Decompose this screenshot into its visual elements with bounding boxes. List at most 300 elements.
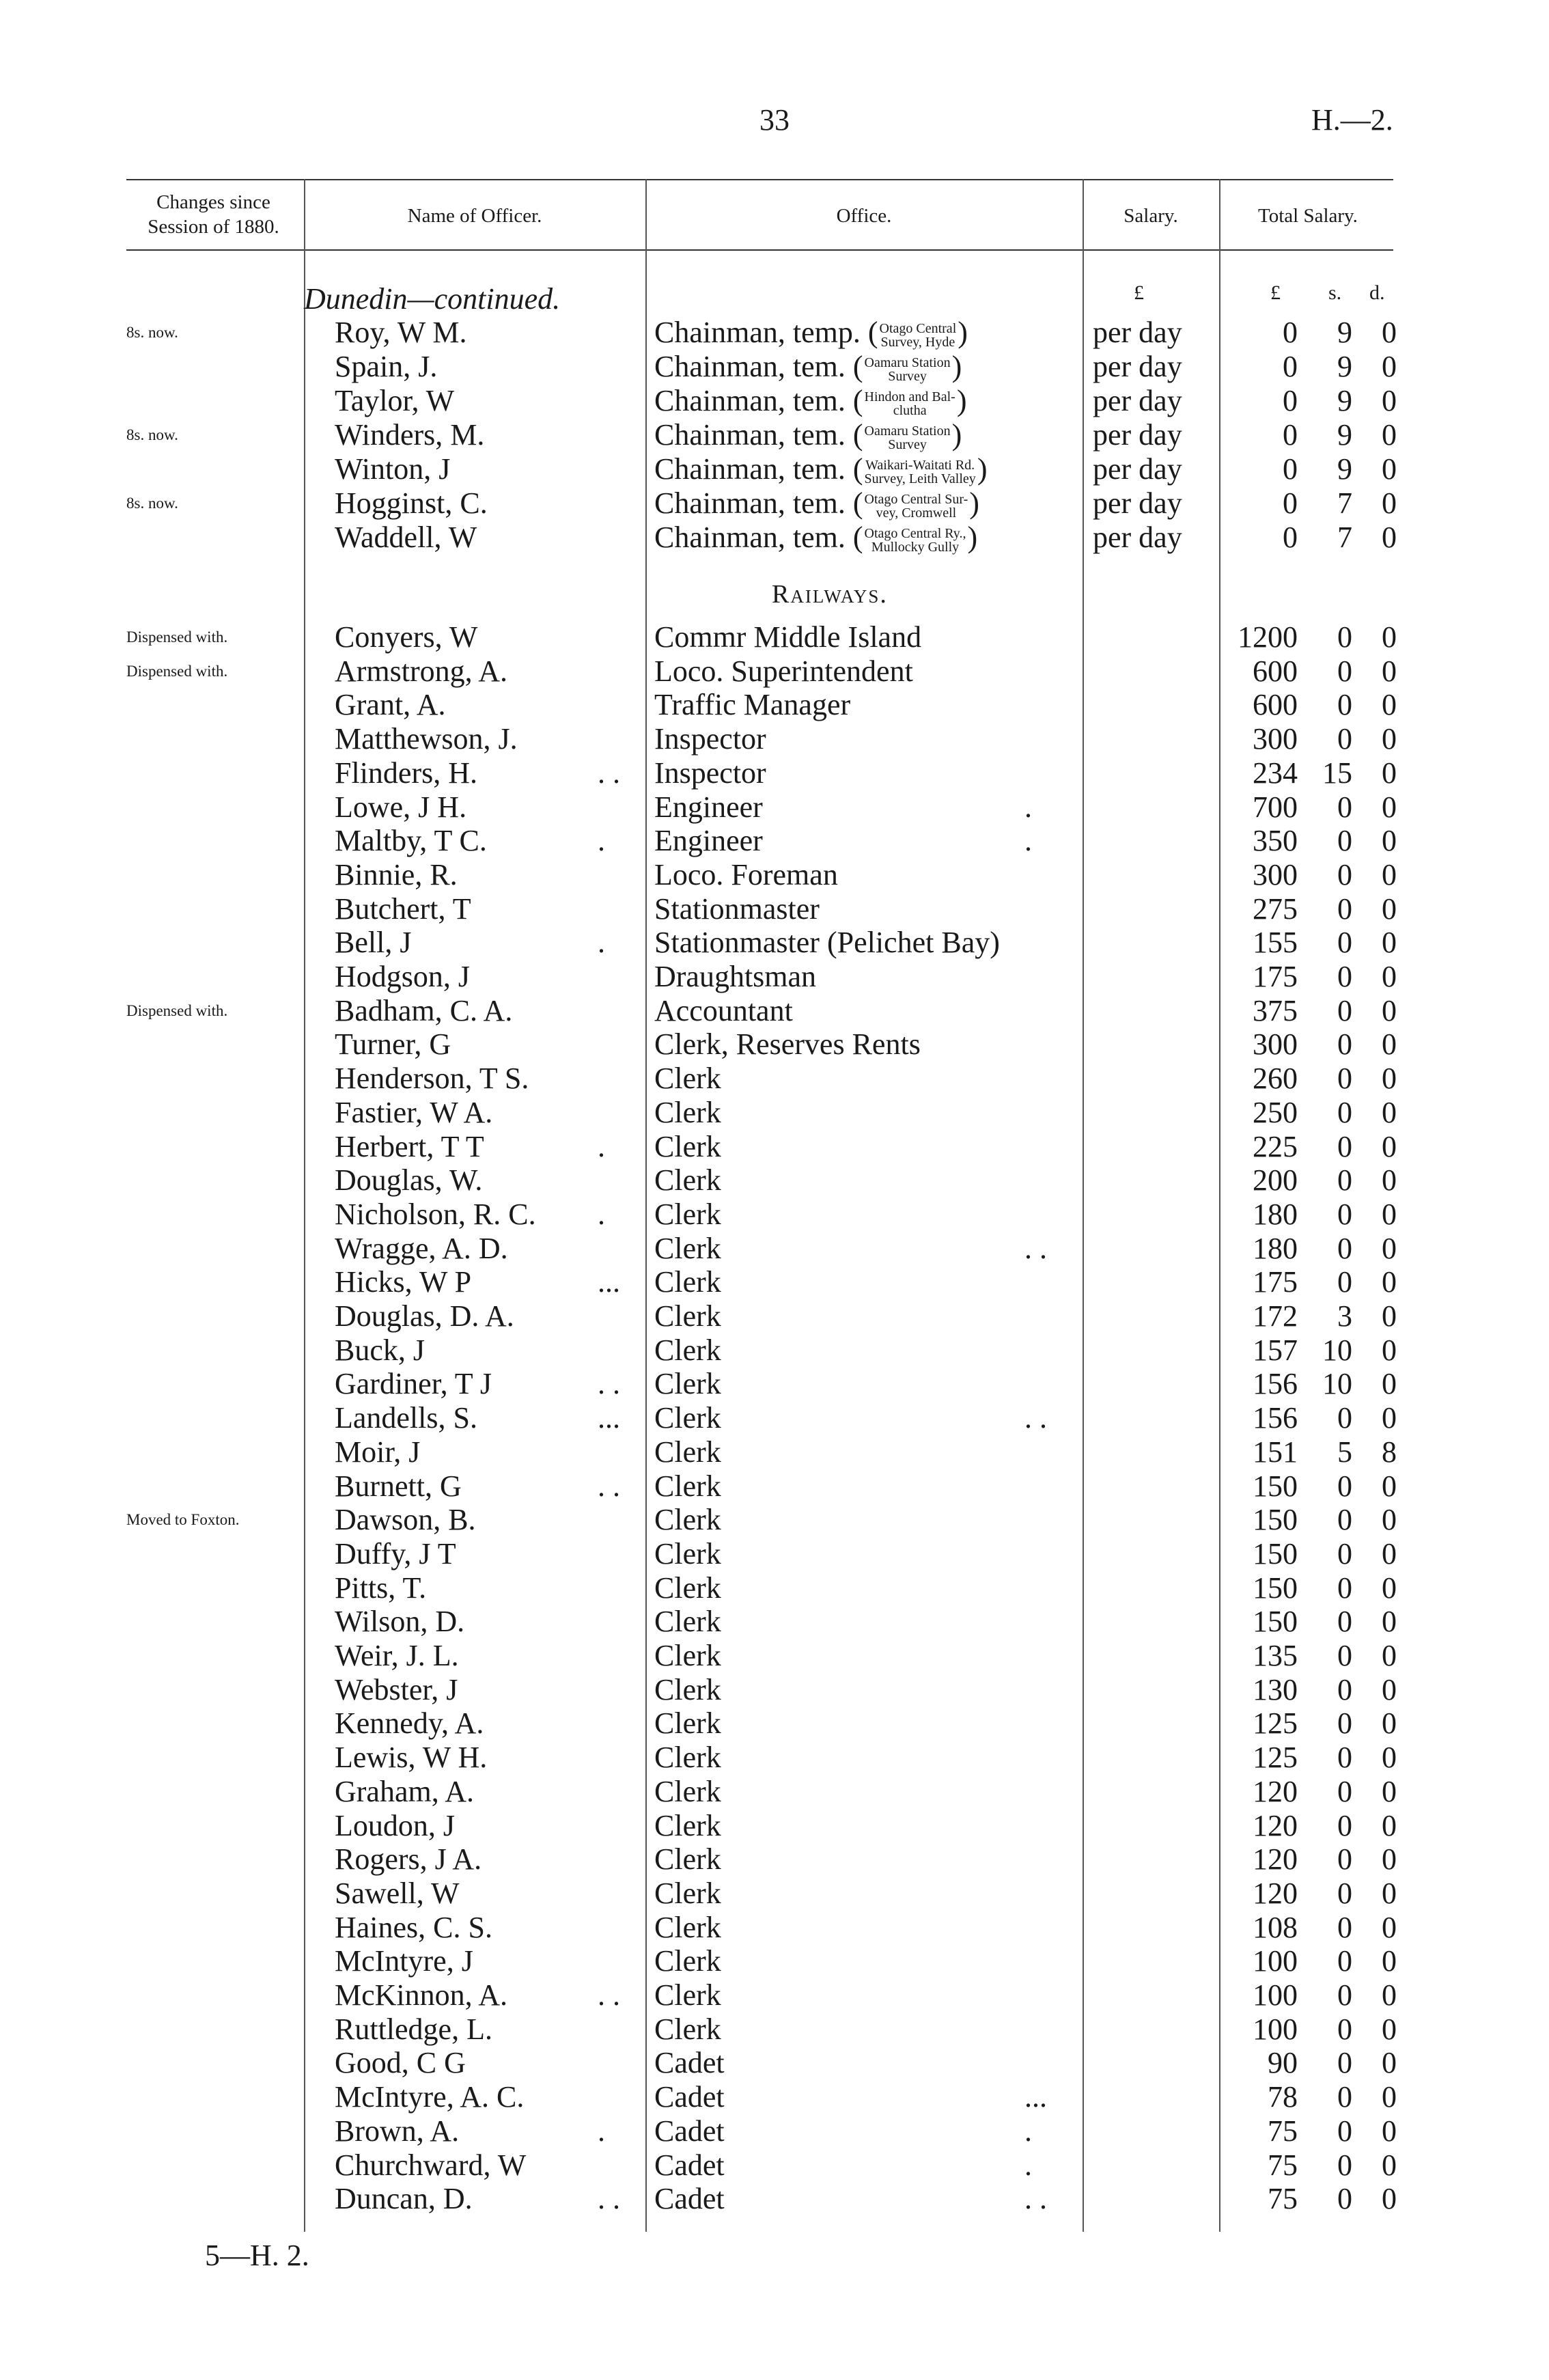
total-pounds: 150 bbox=[1253, 1469, 1298, 1503]
officer-name: Buck, J bbox=[335, 1333, 425, 1367]
total-pence: 0 bbox=[1382, 1129, 1397, 1163]
office-title: Clerk bbox=[654, 1265, 721, 1299]
leader-dots: . bbox=[598, 1129, 605, 1163]
total-pence: 0 bbox=[1382, 926, 1397, 960]
officer-name: Lowe, J H. bbox=[335, 790, 467, 824]
total-pounds: 1200 bbox=[1238, 620, 1298, 654]
total-pounds: 100 bbox=[1253, 1944, 1298, 1978]
office-label: Chainman, tem. bbox=[654, 418, 846, 452]
office-note bbox=[865, 356, 951, 383]
officer-name: Winton, J bbox=[335, 452, 451, 486]
section-railways-title: Railways. bbox=[772, 580, 888, 609]
total-pounds: 100 bbox=[1253, 1978, 1298, 2012]
total-shillings: 0 bbox=[1337, 2080, 1352, 2114]
total-pounds: 234 bbox=[1253, 756, 1298, 790]
leader-dots: . . bbox=[1024, 1401, 1047, 1435]
header-total: Total Salary. bbox=[1258, 205, 1358, 227]
total-pence: 0 bbox=[1382, 1231, 1397, 1265]
paren-close: ) bbox=[956, 384, 967, 417]
change-note: 8s. now. bbox=[126, 324, 178, 341]
railway-row bbox=[0, 2012, 1549, 2047]
total-pence: 0 bbox=[1382, 384, 1397, 417]
officer-name: Grant, A. bbox=[335, 688, 446, 722]
office-note-line2: vey, Cromwell bbox=[876, 505, 957, 521]
officer-name: Flinders, H. bbox=[335, 756, 477, 790]
office-title: Clerk bbox=[654, 1367, 721, 1401]
office-label: Chainman, tem. bbox=[654, 384, 846, 417]
total-shillings: 0 bbox=[1337, 1876, 1352, 1910]
officer-name: Loudon, J bbox=[335, 1808, 455, 1842]
paren-close: ) bbox=[969, 486, 979, 520]
total-shillings: 7 bbox=[1337, 486, 1352, 520]
railway-row bbox=[0, 1401, 1549, 1435]
total-pence: 0 bbox=[1382, 722, 1397, 756]
office-title: Clerk bbox=[654, 1978, 721, 2012]
salary-rate: per day bbox=[1093, 384, 1182, 417]
total-shillings: 0 bbox=[1337, 2114, 1352, 2148]
total-shillings: 0 bbox=[1337, 1401, 1352, 1435]
office-note bbox=[865, 390, 955, 417]
total-shillings: 0 bbox=[1337, 1808, 1352, 1842]
total-shillings: 0 bbox=[1337, 620, 1352, 654]
total-shillings: 0 bbox=[1337, 1469, 1352, 1503]
officer-name: Churchward, W bbox=[335, 2148, 527, 2182]
office-title: Accountant bbox=[654, 993, 793, 1027]
total-pounds: 150 bbox=[1253, 1605, 1298, 1639]
office-title: Commr Middle Island bbox=[654, 620, 922, 654]
officer-name: Haines, C. S. bbox=[335, 1910, 492, 1944]
office-title bbox=[654, 486, 979, 521]
officer-name: Weir, J. L. bbox=[335, 1639, 459, 1672]
total-pence: 0 bbox=[1382, 1978, 1397, 2012]
railway-row bbox=[0, 1469, 1549, 1504]
total-pence: 0 bbox=[1382, 993, 1397, 1027]
officer-name: Henderson, T S. bbox=[335, 1062, 529, 1096]
office-title: Clerk bbox=[654, 1639, 721, 1672]
total-pounds: 75 bbox=[1268, 2182, 1298, 2216]
railway-row bbox=[0, 688, 1549, 722]
leader-dots: ... bbox=[1024, 2080, 1047, 2114]
office-title: Loco. Superintendent bbox=[654, 654, 913, 688]
total-pence: 0 bbox=[1382, 521, 1397, 554]
railway-row bbox=[0, 1232, 1549, 1266]
page-number: 33 bbox=[759, 103, 790, 137]
office-title: Clerk, Reserves Rents bbox=[654, 1027, 921, 1062]
total-pounds: 0 bbox=[1283, 486, 1298, 520]
total-pounds: 108 bbox=[1253, 1910, 1298, 1944]
office-title: Clerk bbox=[654, 1672, 721, 1706]
leader-dots: . . bbox=[598, 756, 620, 790]
office-note-line1: Oamaru Station bbox=[864, 423, 951, 439]
total-shillings: 0 bbox=[1337, 1503, 1352, 1537]
total-shillings: 0 bbox=[1337, 1095, 1352, 1129]
office-title: Cadet bbox=[654, 2114, 725, 2148]
office-title: Clerk bbox=[654, 1231, 721, 1265]
railway-row bbox=[0, 1096, 1549, 1130]
office-title: Clerk bbox=[654, 1401, 721, 1435]
officer-name: Badham, C. A. bbox=[335, 993, 513, 1027]
salary-rate: per day bbox=[1093, 452, 1182, 486]
office-label: Chainman, tem. bbox=[654, 521, 846, 554]
paren-close: ) bbox=[967, 521, 978, 554]
officer-name: Webster, J bbox=[335, 1672, 458, 1706]
total-pence: 0 bbox=[1382, 1469, 1397, 1503]
header-name: Name of Officer. bbox=[407, 205, 542, 227]
chainman-row bbox=[0, 384, 1549, 418]
total-pence: 0 bbox=[1382, 452, 1397, 486]
leader-dots: . bbox=[1024, 2114, 1032, 2148]
officer-name: McIntyre, J bbox=[335, 1944, 473, 1978]
paren-close: ) bbox=[977, 452, 988, 486]
total-shillings: 0 bbox=[1337, 1062, 1352, 1096]
officer-name: Taylor, W bbox=[335, 384, 455, 417]
officer-name: Turner, G bbox=[335, 1027, 451, 1062]
unit-pence: d. bbox=[1369, 281, 1385, 304]
office-title: Clerk bbox=[654, 1163, 721, 1198]
railway-row bbox=[0, 1198, 1549, 1232]
leader-dots: . bbox=[598, 1197, 605, 1231]
office-title: Clerk bbox=[654, 1469, 721, 1503]
total-pence: 0 bbox=[1382, 1842, 1397, 1877]
total-shillings: 0 bbox=[1337, 654, 1352, 688]
office-title: Clerk bbox=[654, 1706, 721, 1741]
total-pounds: 172 bbox=[1253, 1299, 1298, 1333]
total-pence: 0 bbox=[1382, 418, 1397, 452]
total-pence: 0 bbox=[1382, 1503, 1397, 1537]
total-pounds: 130 bbox=[1253, 1672, 1298, 1706]
railway-row bbox=[0, 1639, 1549, 1673]
total-shillings: 0 bbox=[1337, 1978, 1352, 2012]
office-title: Cadet bbox=[654, 2148, 725, 2182]
total-pounds: 600 bbox=[1253, 688, 1298, 722]
officer-name: Brown, A. bbox=[335, 2114, 460, 2148]
officer-name: Waddell, W bbox=[335, 521, 477, 554]
total-pounds: 150 bbox=[1253, 1503, 1298, 1537]
office-note bbox=[865, 527, 966, 554]
office-label: Chainman, tem. bbox=[654, 452, 846, 486]
leader-dots: . . bbox=[1024, 1231, 1047, 1265]
paren-close: ) bbox=[951, 350, 962, 383]
total-pence: 0 bbox=[1382, 891, 1397, 926]
header-bottom-rule bbox=[126, 249, 1393, 251]
railway-row bbox=[0, 1911, 1549, 1945]
leader-dots: . bbox=[1024, 790, 1032, 824]
office-title bbox=[654, 418, 962, 452]
total-pence: 0 bbox=[1382, 2148, 1397, 2182]
total-pounds: 120 bbox=[1253, 1842, 1298, 1877]
officer-name: Gardiner, T J bbox=[335, 1367, 492, 1401]
railway-row bbox=[0, 2114, 1549, 2148]
office-title: Inspector bbox=[654, 722, 766, 756]
railway-row bbox=[0, 1775, 1549, 1809]
total-shillings: 0 bbox=[1337, 1163, 1352, 1198]
office-label: Chainman, temp. bbox=[654, 316, 861, 349]
total-pence: 0 bbox=[1382, 1095, 1397, 1129]
office-title: Clerk bbox=[654, 1570, 721, 1605]
officer-name: Sawell, W bbox=[335, 1876, 460, 1910]
office-title: Clerk bbox=[654, 1944, 721, 1978]
officer-name: Fastier, W A. bbox=[335, 1095, 493, 1129]
total-pence: 0 bbox=[1382, 1774, 1397, 1808]
total-shillings: 0 bbox=[1337, 993, 1352, 1027]
total-pounds: 175 bbox=[1253, 960, 1298, 993]
total-pounds: 350 bbox=[1253, 824, 1298, 858]
total-pence: 0 bbox=[1382, 756, 1397, 790]
total-shillings: 0 bbox=[1337, 1536, 1352, 1570]
officer-name: Lewis, W H. bbox=[335, 1741, 488, 1775]
change-note: Moved to Foxton. bbox=[126, 1511, 240, 1529]
paren-open: ( bbox=[845, 521, 863, 554]
officer-name: Burnett, G bbox=[335, 1469, 462, 1503]
paren-open: ( bbox=[860, 316, 878, 349]
railway-row bbox=[0, 1706, 1549, 1741]
office-title: Loco. Foreman bbox=[654, 857, 838, 891]
page-footer: 5—H. 2. bbox=[205, 2239, 309, 2272]
total-shillings: 0 bbox=[1337, 1944, 1352, 1978]
total-pence: 0 bbox=[1382, 1876, 1397, 1910]
office-note-line2: Survey, Leith Valley bbox=[864, 471, 976, 486]
railway-row bbox=[0, 926, 1549, 960]
total-shillings: 0 bbox=[1337, 1129, 1352, 1163]
total-shillings: 0 bbox=[1337, 1910, 1352, 1944]
header-top-rule bbox=[126, 179, 1393, 180]
total-pence: 0 bbox=[1382, 790, 1397, 824]
district-heading: Dunedin—continued. bbox=[304, 282, 561, 316]
unit-salary-pounds: £ bbox=[1134, 281, 1144, 304]
total-shillings: 0 bbox=[1337, 688, 1352, 722]
total-shillings: 10 bbox=[1322, 1333, 1352, 1367]
leader-dots: . . bbox=[598, 1469, 620, 1503]
total-pounds: 120 bbox=[1253, 1774, 1298, 1808]
leader-dots: . bbox=[1024, 824, 1032, 858]
total-shillings: 9 bbox=[1337, 350, 1352, 383]
total-pounds: 156 bbox=[1253, 1401, 1298, 1435]
officer-name: Duffy, J T bbox=[335, 1536, 456, 1570]
officer-name: McKinnon, A. bbox=[335, 1978, 507, 2012]
unit-shillings: s. bbox=[1328, 281, 1342, 304]
railway-row bbox=[0, 1842, 1549, 1877]
total-pence: 0 bbox=[1382, 1570, 1397, 1605]
total-pence: 0 bbox=[1382, 2182, 1397, 2216]
total-shillings: 0 bbox=[1337, 1570, 1352, 1605]
railway-row bbox=[0, 892, 1549, 926]
office-title: Clerk bbox=[654, 1062, 721, 1096]
total-pence: 0 bbox=[1382, 960, 1397, 993]
total-pence: 0 bbox=[1382, 1367, 1397, 1401]
railway-row bbox=[0, 1978, 1549, 2012]
officer-name: Pitts, T. bbox=[335, 1570, 427, 1605]
railway-row bbox=[0, 620, 1549, 654]
leader-dots: ... bbox=[598, 1401, 620, 1435]
office-title: Clerk bbox=[654, 1197, 721, 1231]
total-pence: 0 bbox=[1382, 1944, 1397, 1978]
total-shillings: 0 bbox=[1337, 2182, 1352, 2216]
total-pounds: 125 bbox=[1253, 1741, 1298, 1775]
office-note bbox=[865, 424, 951, 452]
office-title: Engineer bbox=[654, 790, 763, 824]
leader-dots: . bbox=[598, 2114, 605, 2148]
railway-row bbox=[0, 1571, 1549, 1605]
total-pence: 0 bbox=[1382, 688, 1397, 722]
total-shillings: 9 bbox=[1337, 452, 1352, 486]
railway-row bbox=[0, 2182, 1549, 2216]
total-pence: 0 bbox=[1382, 1163, 1397, 1198]
total-pence: 8 bbox=[1382, 1435, 1397, 1469]
officer-name: Winders, M. bbox=[335, 418, 485, 452]
office-title: Cadet bbox=[654, 2080, 725, 2114]
total-shillings: 0 bbox=[1337, 1672, 1352, 1706]
leader-dots: . bbox=[1024, 2148, 1032, 2182]
total-pence: 0 bbox=[1382, 1741, 1397, 1775]
officer-name: Herbert, T T bbox=[335, 1129, 484, 1163]
total-pence: 0 bbox=[1382, 1808, 1397, 1842]
total-pounds: 180 bbox=[1253, 1197, 1298, 1231]
railway-row bbox=[0, 756, 1549, 790]
railway-row bbox=[0, 1673, 1549, 1707]
total-pounds: 0 bbox=[1283, 350, 1298, 383]
railway-row bbox=[0, 824, 1549, 858]
header-office: Office. bbox=[836, 205, 892, 227]
officer-name: Graham, A. bbox=[335, 1774, 475, 1808]
total-shillings: 0 bbox=[1337, 1265, 1352, 1299]
office-note-line2: clutha bbox=[893, 402, 927, 418]
office-title: Inspector bbox=[654, 756, 766, 790]
total-shillings: 0 bbox=[1337, 1027, 1352, 1062]
total-pence: 0 bbox=[1382, 2046, 1397, 2080]
railway-row bbox=[0, 1605, 1549, 1639]
total-pounds: 0 bbox=[1283, 418, 1298, 452]
railway-row bbox=[0, 1265, 1549, 1299]
office-note-line1: Otago Central Ry., bbox=[864, 525, 966, 541]
total-pounds: 0 bbox=[1283, 384, 1298, 417]
leader-dots: . . bbox=[598, 1367, 620, 1401]
office-title: Clerk bbox=[654, 1774, 721, 1808]
total-shillings: 0 bbox=[1337, 2012, 1352, 2046]
paren-open: ( bbox=[845, 384, 863, 417]
chainman-row bbox=[0, 350, 1549, 384]
change-note: 8s. now. bbox=[126, 495, 178, 512]
total-pounds: 0 bbox=[1283, 452, 1298, 486]
leader-dots: ... bbox=[598, 1265, 620, 1299]
total-pounds: 156 bbox=[1253, 1367, 1298, 1401]
total-pence: 0 bbox=[1382, 654, 1397, 688]
officer-name: Nicholson, R. C. bbox=[335, 1197, 536, 1231]
total-pence: 0 bbox=[1382, 486, 1397, 520]
paren-open: ( bbox=[845, 452, 863, 486]
total-shillings: 0 bbox=[1337, 1842, 1352, 1877]
salary-rate: per day bbox=[1093, 486, 1182, 520]
total-pounds: 600 bbox=[1253, 654, 1298, 688]
railway-row bbox=[0, 960, 1549, 994]
total-shillings: 9 bbox=[1337, 384, 1352, 417]
total-pounds: 0 bbox=[1283, 521, 1298, 554]
total-shillings: 0 bbox=[1337, 722, 1352, 756]
office-label: Chainman, tem. bbox=[654, 486, 846, 520]
officer-name: Dawson, B. bbox=[335, 1503, 476, 1537]
office-title: Stationmaster bbox=[654, 891, 820, 926]
railway-row bbox=[0, 1503, 1549, 1537]
chainman-row bbox=[0, 316, 1549, 350]
total-pence: 0 bbox=[1382, 1062, 1397, 1096]
total-pence: 0 bbox=[1382, 1910, 1397, 1944]
total-pounds: 75 bbox=[1268, 2148, 1298, 2182]
total-pence: 0 bbox=[1382, 2080, 1397, 2114]
total-pence: 0 bbox=[1382, 1333, 1397, 1367]
leader-dots: . . bbox=[1024, 2182, 1047, 2216]
office-title: Clerk bbox=[654, 1910, 721, 1944]
total-shillings: 5 bbox=[1337, 1435, 1352, 1469]
office-title: Clerk bbox=[654, 1435, 721, 1469]
railway-row bbox=[0, 1163, 1549, 1198]
office-title: Clerk bbox=[654, 2012, 721, 2046]
officer-name: Landells, S. bbox=[335, 1401, 477, 1435]
total-pence: 0 bbox=[1382, 350, 1397, 383]
salary-rate: per day bbox=[1093, 350, 1182, 383]
paren-close: ) bbox=[958, 316, 968, 349]
office-title: Cadet bbox=[654, 2046, 725, 2080]
office-note-line2: Survey, Hyde bbox=[880, 334, 955, 350]
officer-name: Hicks, W P bbox=[335, 1265, 472, 1299]
officer-name: Hodgson, J bbox=[335, 960, 471, 993]
officer-name: Rogers, J A. bbox=[335, 1842, 482, 1877]
office-note bbox=[865, 458, 976, 486]
officer-name: McIntyre, A. C. bbox=[335, 2080, 525, 2114]
total-pounds: 120 bbox=[1253, 1808, 1298, 1842]
total-pounds: 150 bbox=[1253, 1536, 1298, 1570]
officer-name: Wilson, D. bbox=[335, 1605, 465, 1639]
total-shillings: 3 bbox=[1337, 1299, 1352, 1333]
change-note: Dispensed with. bbox=[126, 1001, 228, 1019]
change-note: 8s. now. bbox=[126, 426, 178, 443]
officer-name: Armstrong, A. bbox=[335, 654, 507, 688]
railway-row bbox=[0, 858, 1549, 892]
header-salary: Salary. bbox=[1124, 205, 1178, 227]
total-pence: 0 bbox=[1382, 1706, 1397, 1741]
railway-row bbox=[0, 1027, 1549, 1062]
chainman-row bbox=[0, 452, 1549, 486]
officer-name: Binnie, R. bbox=[335, 857, 458, 891]
office-title bbox=[654, 384, 966, 418]
officer-name: Ruttledge, L. bbox=[335, 2012, 492, 2046]
total-pounds: 175 bbox=[1253, 1265, 1298, 1299]
total-pence: 0 bbox=[1382, 2114, 1397, 2148]
total-shillings: 0 bbox=[1337, 960, 1352, 993]
total-pounds: 260 bbox=[1253, 1062, 1298, 1096]
officer-name: Maltby, T C. bbox=[335, 824, 487, 858]
salary-rate: per day bbox=[1093, 316, 1182, 349]
officer-name: Bell, J bbox=[335, 926, 412, 960]
leader-dots: . bbox=[598, 926, 605, 960]
office-note-line1: Otago Central Sur- bbox=[864, 491, 968, 507]
office-title bbox=[654, 452, 987, 486]
office-title: Clerk bbox=[654, 1876, 721, 1910]
total-shillings: 0 bbox=[1337, 2046, 1352, 2080]
total-pence: 0 bbox=[1382, 824, 1397, 858]
paren-open: ( bbox=[845, 486, 863, 520]
officer-name: Conyers, W bbox=[335, 620, 478, 654]
office-title: Traffic Manager bbox=[654, 688, 851, 722]
total-shillings: 15 bbox=[1322, 756, 1352, 790]
railway-row bbox=[0, 1944, 1549, 1978]
office-title: Clerk bbox=[654, 1605, 721, 1639]
office-title: Clerk bbox=[654, 1299, 721, 1333]
total-shillings: 0 bbox=[1337, 1197, 1352, 1231]
officer-name: Roy, W M. bbox=[335, 316, 467, 349]
office-label: Chainman, tem. bbox=[654, 350, 846, 383]
office-title: Draughtsman bbox=[654, 960, 817, 993]
total-shillings: 0 bbox=[1337, 1774, 1352, 1808]
officer-name: Moir, J bbox=[335, 1435, 421, 1469]
